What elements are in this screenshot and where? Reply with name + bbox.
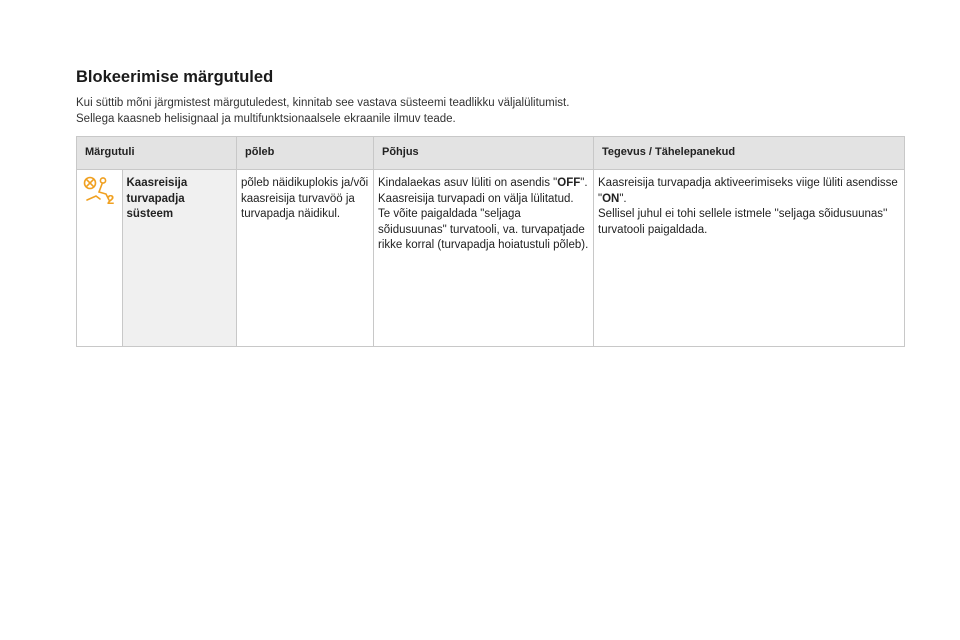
- indicator-name: Kaasreisija turvapadja süsteem: [122, 170, 236, 346]
- action-paragraph-2: Sellisel juhul ei tohi sellele istmele ''seljaga sõidusuunas'' turvatooli paigaldada.: [598, 208, 888, 236]
- off-keyword: OFF: [557, 177, 581, 189]
- reason-paragraph-1: Kindalaekas asuv lüliti on asendis "OFF".: [378, 177, 588, 189]
- on-keyword: ON: [602, 192, 620, 205]
- state-cell: põleb näidikuplokis ja/või kaasreisija turvavöö ja turvapadja näidikul.: [237, 170, 374, 347]
- reason-paragraph-3: Te võite paigaldada "seljaga sõidusuunas" turvatooli, va. turvapatjade rikke korral (turvapadja hoiatustuli põleb).: [378, 208, 589, 251]
- intro-line-1: Kui süttib mõni järgmistest märgutuledest, kinnitab see vastava süsteemi teadlikku väljalülitumist.: [76, 97, 570, 109]
- header-poleb: põleb: [237, 137, 374, 170]
- action-cell: [594, 170, 905, 347]
- intro-line-2: Sellega kaasneb helisignaal ja multifunktsionaalsele ekraanile ilmuv teade.: [76, 113, 456, 125]
- svg-text:2: 2: [107, 192, 115, 206]
- action-paragraph-1: Kaasreisija turvapadja aktiveerimiseks viige lüliti asendisse "ON".: [598, 177, 898, 205]
- header-pohjus: Põhjus: [374, 137, 594, 170]
- icon-cell: [77, 170, 122, 346]
- reason-paragraph-2: Kaasreisija turvapadi on välja lülitatud.: [378, 192, 574, 205]
- reason-cell: [374, 170, 594, 347]
- warning-lights-table: [76, 136, 905, 347]
- table-row: [77, 170, 905, 347]
- header-margutuli: Märgutuli: [77, 137, 237, 170]
- header-tegevus: Tegevus / Tähelepanekud: [594, 137, 905, 170]
- indicator-cell: [77, 170, 237, 347]
- intro-text: [76, 95, 896, 127]
- airbag-off-icon: [82, 192, 116, 209]
- table-header-row: [77, 137, 905, 170]
- page-heading: Blokeerimise märgutuled: [76, 68, 274, 86]
